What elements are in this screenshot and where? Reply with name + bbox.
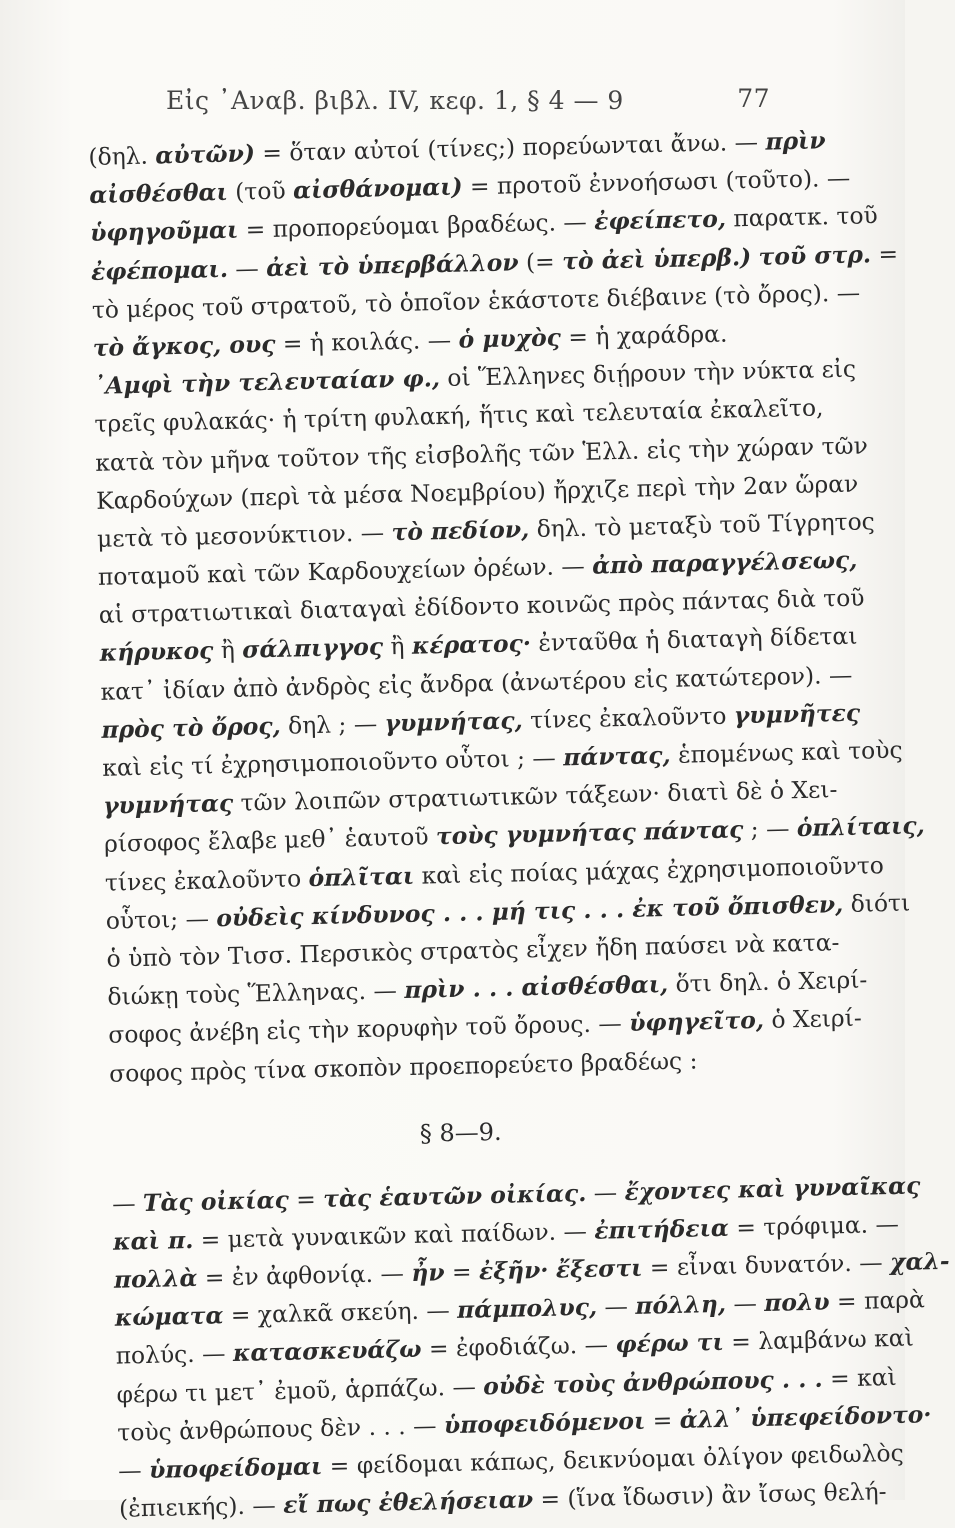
gloss-text: ἢ — [213, 636, 243, 665]
gloss-text: διότι — [842, 888, 911, 918]
lemma-term: ἀεὶ τὸ ὑπερβάλλον — [265, 247, 519, 282]
gloss-text: σοφος πρὸς τίνα σκοπὸν προεπορεύετο βραδέως : — [108, 1045, 698, 1088]
lemma-term: χαλ- — [889, 1246, 950, 1277]
lemma-term: σάλπιγγος — [241, 632, 384, 665]
lemma-term: ὁπλῖται — [308, 861, 415, 892]
gloss-text: — — [585, 1177, 625, 1207]
lemma-term: πάντας, — [562, 740, 671, 772]
gloss-text: αἱ στρατιωτικαὶ διαταγαὶ ἐδίδοντο κοινῶς πρὸς πάντας διὰ τοῦ — [98, 583, 865, 630]
gloss-text: τρεῖς φυλακάς· ἡ τρίτη φυλακή, ἥτις καὶ τελευταία ἐκαλεῖτο, — [94, 393, 824, 439]
lemma-term: πόλλη, — [634, 1290, 727, 1321]
lemma-term: ὁπλίταις, — [796, 811, 926, 843]
lemma-term: κέρατος· — [411, 629, 532, 661]
commentary-body — [88, 122, 950, 1528]
gloss-text: = ἐν ἀφθονίᾳ. — — [197, 1259, 412, 1292]
gloss-text: οὗτοι; — — [105, 904, 217, 935]
commentary-block-1 — [88, 122, 926, 1092]
gloss-text: κατὰ τὸν μῆνα τοῦτον τῆς εἰσβολῆς τῶν Ἑλλ. εἰς τὴν χώραν τῶν — [95, 430, 869, 477]
lemma-term: οὐδὲ τοὺς ἀνθρώπους . . . — [482, 1364, 823, 1400]
gloss-text: = — [288, 1184, 324, 1214]
gloss-text: = μετὰ γυναικῶν καὶ παίδων. — — [192, 1216, 595, 1254]
gloss-text: — — [117, 1455, 150, 1485]
lemma-term: ἀπὸ παραγγέλσεως, — [591, 545, 858, 580]
gloss-text: = τρόφιμα. — — [728, 1209, 900, 1242]
gloss-text: — — [227, 253, 267, 283]
lemma-term: ὑφηγοῦμαι — [89, 215, 239, 248]
lemma-term: πρὸς τὸ ὄρος, — [101, 711, 281, 744]
gloss-text: (= — [518, 246, 563, 276]
gloss-text: καὶ εἰς τί ἐχρησιμοποιοῦντο οὗτοι ; — — [101, 743, 564, 782]
lemma-term: πολυ — [763, 1287, 830, 1318]
lemma-term: τὸ ἀεὶ ὑπερβ.) — [561, 242, 752, 275]
lemma-term: ὑποφείδομαι — [148, 1452, 323, 1484]
gloss-text: Καρδούχων (περὶ τὰ μέσα Νοεμβρίου) ἤρχιζε περὶ τὴν 2αν ὥραν — [95, 469, 859, 515]
lemma-term: πάμπολυς, — [456, 1293, 598, 1325]
gloss-text: = ὅταν αὐτοί (τίνες;) πορεύωνται ἄνω. — — [254, 127, 766, 168]
gloss-text: = προτοῦ ἐννοήσωσι (τοῦτο). — — [462, 163, 851, 201]
gloss-text: = χαλκᾶ σκεύη. — — [223, 1296, 458, 1330]
lemma-term: ἀλλ᾿ ὑπεφείδοντο· — [679, 1400, 932, 1434]
gloss-text: = παρὰ — [829, 1285, 926, 1316]
lemma-term: τὸ ἄγκος, ους — [92, 329, 276, 362]
gloss-text: δηλ. τὸ μεταξὺ τοῦ Τίγρητος — [528, 507, 876, 543]
lemma-term: κήρυκος — [99, 636, 214, 668]
gloss-text: = προπορεύομαι βραδέως. — — [237, 207, 595, 244]
lemma-term: γυμνήτας — [102, 789, 234, 821]
gloss-text: ὅτι δηλ. ὁ Χειρί- — [667, 965, 868, 999]
gloss-text: = — [444, 1257, 480, 1287]
lemma-term: ἐπιτήδεια — [593, 1213, 730, 1245]
lemma-term: ὁ μυχὸς — [458, 323, 562, 354]
gloss-text: — — [596, 1292, 636, 1321]
gloss-text: φέρω τι μετ᾿ ἐμοῦ, ἁρπάζω. — — [116, 1371, 484, 1409]
gloss-text: τίνες ἐκαλοῦντο — [104, 863, 309, 897]
gloss-text: τίνες ἐκαλοῦντο — [522, 701, 735, 735]
gloss-text: ὁ Χειρί- — [763, 1003, 863, 1035]
gloss-text: δηλ ; — — [280, 709, 385, 740]
gloss-text: (ἐπιεικής). — — [118, 1491, 284, 1523]
lemma-term: τὸ πεδίον, — [391, 514, 530, 547]
gloss-text: ποταμοῦ καὶ τῶν Καρδουχείων ὀρέων. — — [97, 551, 593, 591]
gloss-text: — — [111, 1188, 144, 1218]
lemma-term: πρὶν — [765, 126, 826, 156]
lemma-term: ἐφέπομαι. — [90, 254, 229, 286]
lemma-term: γυμνῆτες — [733, 698, 861, 730]
lemma-term: ὑφηγεῖτο, — [628, 1006, 765, 1038]
gloss-text: οἱ Ἕλληνες διῄρουν τὴν νύκτα εἰς — [439, 354, 857, 393]
lemma-term: αὐτῶν) — [155, 139, 256, 170]
page-header — [150, 84, 770, 124]
page-number: 77 — [737, 84, 770, 113]
lemma-term: αἰσθέσθαι — [88, 178, 229, 210]
lemma-term: εἴ πως ἐθελήσειαν — [282, 1485, 534, 1520]
lemma-term: ἦν — [410, 1258, 445, 1288]
gloss-text: ρίσοφος ἔλαβε μεθ᾿ ἑαυτοῦ — [103, 822, 437, 859]
gloss-text: ; — — [742, 814, 798, 844]
gloss-text: τοὺς ἀνθρώπους δὲν . . . — — [117, 1411, 445, 1447]
lemma-term: ἔχοντες καὶ γυναῖκας — [624, 1171, 921, 1206]
gloss-text: = λαμβάνω καὶ — [723, 1324, 915, 1357]
gloss-text: σοφος ἀνέβη εἰς τὴν κορυφὴν τοῦ ὄρους. — — [108, 1009, 630, 1050]
gloss-text: = φείδομαι κάπως, δεικνύομαι ὀλίγον φειδωλὸς — [321, 1438, 904, 1481]
lemma-term: τοῦ στρ. — [758, 239, 872, 271]
lemma-term: πολλὰ — [113, 1263, 198, 1294]
lemma-term: τὰς ἑαυτῶν οἰκίας. — [322, 1178, 587, 1213]
gloss-text: = ἐφοδιάζω. — — [421, 1330, 616, 1364]
gloss-text: κατ᾿ ἰδίαν ἀπὸ ἀνδρὸς εἰς ἄνδρα (ἀνωτέρου εἰς κατώτερον). — — [100, 660, 853, 706]
lemma-term: Τὰς οἰκίας — [142, 1185, 290, 1217]
gloss-text: μετὰ τὸ μεσονύκτιον. — — [96, 518, 392, 553]
gloss-text: τῶν λοιπῶν στρατιωτικῶν τάξεων· διατὶ δὲ ὁ Χει- — [232, 775, 838, 818]
gloss-text: ἑπομένως καὶ τοὺς — [670, 735, 903, 769]
gloss-text: (δηλ. — [88, 141, 156, 171]
lemma-term: ἐξῆν· — [478, 1255, 549, 1286]
gloss-text: πολύς. — — [115, 1339, 234, 1371]
section-heading: § 8—9. — [419, 1117, 502, 1148]
gloss-text: (τοῦ — [227, 176, 294, 207]
lemma-term: οὐδεὶς κίνδυνος . . . μή τις . . . ἐκ τοῦ ὄπισθεν, — [216, 889, 844, 933]
gloss-text: ἢ — [382, 632, 413, 661]
lemma-term: ᾿Αμφὶ τὴν τελευταίαν φ., — [93, 364, 441, 401]
lemma-term: κώματα — [114, 1301, 224, 1332]
gloss-text: = — [644, 1405, 681, 1435]
gloss-text: ἐνταῦθα ἡ διαταγὴ δίδεται — [530, 622, 858, 658]
lemma-term: αἰσθάνομαι) — [292, 172, 463, 205]
lemma-term: φέρω τι — [615, 1328, 725, 1359]
lemma-term: γυμνήτας, — [384, 706, 524, 738]
lemma-term: ὑποφειδόμενοι — [443, 1406, 646, 1440]
lemma-term: καὶ π. — [112, 1225, 194, 1256]
gloss-text: διώκῃ τοὺς Ἕλληνας. — — [107, 976, 405, 1011]
gloss-text: παρατκ. τοῦ — [725, 201, 879, 233]
gloss-text: = ἡ χαράδρα. — [560, 319, 728, 352]
lemma-term: ἐφείπετο, — [593, 204, 727, 236]
lemma-term: κατασκευάζω — [232, 1335, 422, 1368]
gloss-text: = — [870, 239, 899, 268]
lemma-term: τοὺς γυμνήτας πάντας — [435, 815, 744, 851]
gloss-text: = (ἵνα ἴδωσιν) ἂν ἴσως θελή- — [532, 1477, 887, 1514]
gloss-text: — — [725, 1289, 765, 1319]
lemma-term: ἔξεστι — [555, 1253, 643, 1284]
gloss-text: ὁ ὑπὸ τὸν Τισσ. Περσικὸς στρατὸς εἶχεν ἤδη παύσει νὰ κατα- — [106, 928, 840, 973]
gloss-text: καὶ εἰς ποίας μάχας ἐχρησιμοποιοῦντο — [413, 850, 885, 890]
running-title: Εἰς ᾿Αναβ. βιβλ. IV, κεφ. 1, § 4 — 9 — [166, 86, 624, 115]
gloss-text: τὸ μέρος τοῦ στρατοῦ, τὸ ὁποῖον ἑκάστοτε διέβαινε (τὸ ὄρος). — — [91, 278, 861, 324]
lemma-term: πρὶν . . . αἰσθέσθαι, — [403, 970, 669, 1005]
gloss-text: = εἶναι δυνατόν. — — [642, 1248, 891, 1282]
gloss-text: = καὶ — [822, 1362, 897, 1393]
gloss-text: = ἡ κοιλάς. — — [275, 325, 459, 358]
commentary-block-2 — [111, 1169, 950, 1528]
